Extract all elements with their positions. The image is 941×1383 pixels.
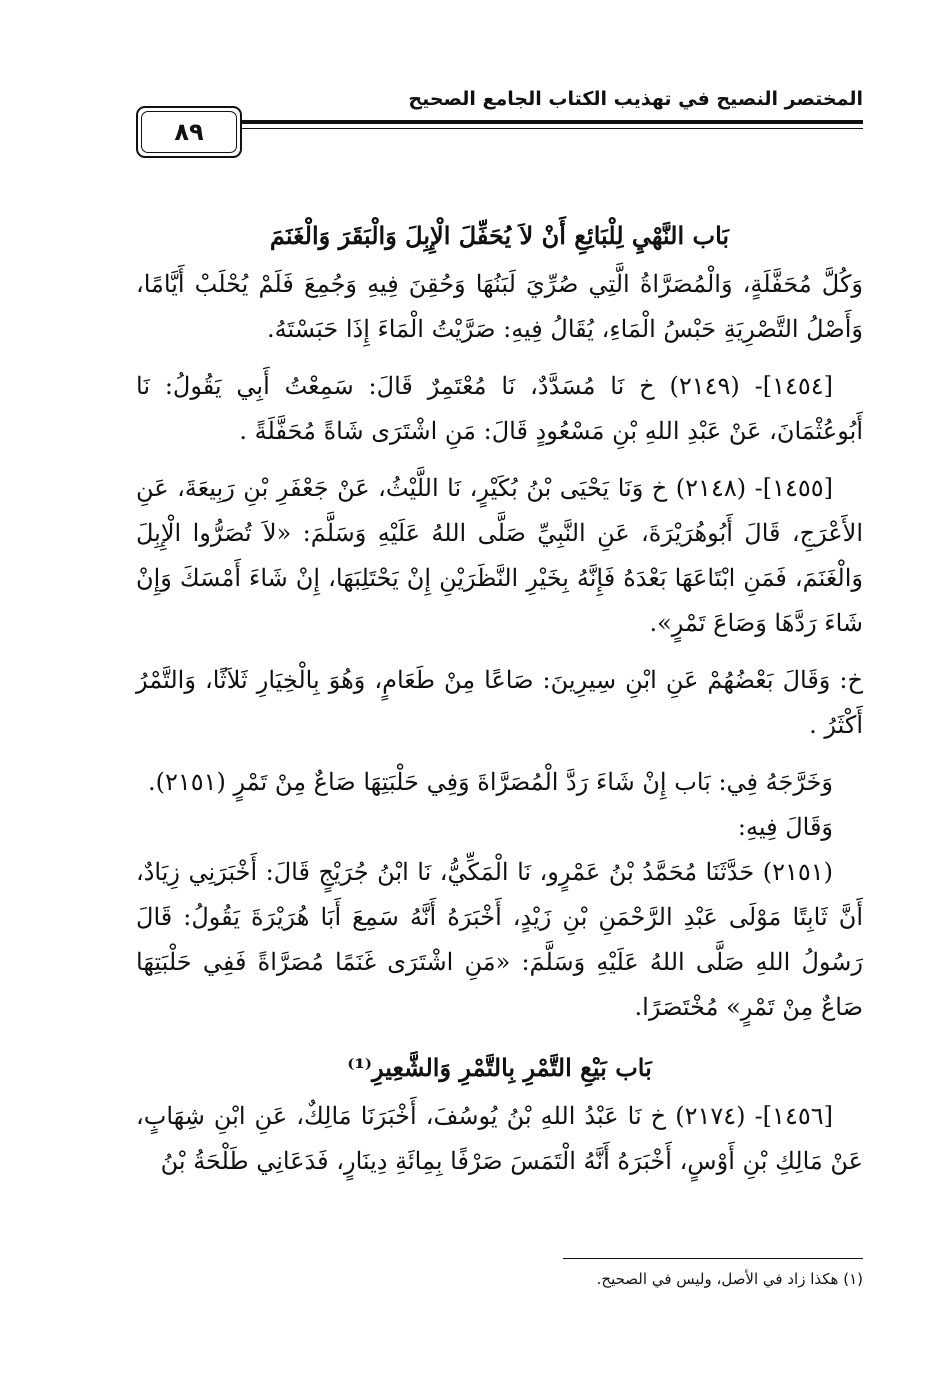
hadith-1454: [١٤٥٤]- (٢١٤٩) خ نَا مُسَدَّدٌ، نَا مُعْتَمِرٌ قَالَ: سَمِعْتُ أَبِي يَقُولُ: نَا أَبُوعُثْمَانَ، عَنْ عَبْدِ اللهِ بْنِ مَسْعُودٍ قَالَ: مَنِ اشْتَرَى شَاةً مُحَفَّلَةً . [136, 372, 863, 445]
header-rule-thick [236, 120, 863, 124]
page-header [136, 86, 863, 160]
page-number-box [136, 106, 242, 158]
footnote: (١) هكذا زاد في الأصل، وليس في الصحيح. [596, 1270, 863, 1288]
chapter-heading-2: بَاب بَيْعِ التَّمْرِ بِالتَّمْرِ وَالشَّعِيرِ⁽¹⁾ [347, 1053, 652, 1082]
chapter-heading-1: بَاب النَّهْيِ لِلْبَائِعِ أَنْ لاَ يُحَفِّلَ الْإِبِلَ وَالْبَقَرَ وَالْغَنَمَ [269, 221, 730, 250]
paragraph: وَكُلَّ مُحَفَّلَةٍ، وَالْمُصَرَّاةُ الَّتِي صُرِّيَ لَبَنُهَا وَحُقِنَ فِيهِ وَجُمِعَ فَلَمْ يُحْلَبْ أَيَّامًا، وَأَصْلُ التَّصْرِيَةِ حَبْسُ الْمَاءِ، يُقَالُ فِيهِ: صَرَّيْتُ الْمَاءَ إِذَا حَبَسْتَهُ. [136, 270, 863, 343]
book-title: المختصر النصيح في تهذيب الكتاب الجامع الصحيح [408, 88, 863, 110]
header-rule-thin [236, 128, 863, 129]
hadith-1456: [١٤٥٦]- (٢١٧٤) خ نَا عَبْدُ اللهِ بْنُ يُوسُفَ، أَخْبَرَنَا مَالِكٌ، عَنِ ابْنِ شِهَابٍ، عَنْ مَالِكِ بْنِ أَوْسٍ، أَخْبَرَهُ أَنَّهُ الْتَمَسَ صَرْفًا بِمِائَةِ دِينَارٍ، فَدَعَانِي طَلْحَةُ بْنُ [136, 1102, 863, 1175]
paragraph: خ: وَقَالَ بَعْضُهُمْ عَنِ ابْنِ سِيرِينَ: صَاعًا مِنْ طَعَامٍ، وَهُوَ بِالْخِيَارِ ثَلاَثًا، وَالتَّمْرُ أَكْثَرُ . [136, 666, 863, 739]
page-body [136, 210, 863, 1184]
paragraph: وَخَرَّجَهُ فِي: بَاب إِنْ شَاءَ رَدَّ الْمُصَرَّاةَ وَفِي حَلْبَتِهَا صَاعٌ مِنْ تَمْرٍ (٢١٥١). [147, 768, 833, 796]
footnote-divider [563, 1258, 863, 1259]
page-number: ٨٩ [174, 118, 204, 146]
hadith-2151: (٢١٥١) حَدَّثَنَا مُحَمَّدُ بْنُ عَمْرٍو، نَا الْمَكِّيُّ، نَا ابْنُ جُرَيْجٍ قَالَ: أَخْبَرَنِي زِيَادٌ، أَنَّ ثَابِتًا مَوْلَى عَبْدِ الرَّحْمَنِ بْنِ زَيْدٍ، أَخْبَرَهُ أَنَّهُ سَمِعَ أَبَا هُرَيْرَةَ يَقُولُ: قَالَ رَسُولُ اللهِ صَلَّى اللهُ عَلَيْهِ وَسَلَّمَ: «مَنِ اشْتَرَى غَنَمًا مُصَرَّاةً فَفِي حَلْبَتِهَا صَاعٌ مِنْ تَمْرٍ» مُخْتَصَرًا. [136, 858, 863, 1021]
paragraph: وَقَالَ فِيهِ: [737, 813, 833, 841]
hadith-1455: [١٤٥٥]- (٢١٤٨) خ وَنَا يَحْيَى بْنُ بُكَيْرٍ، نَا اللَّيْثُ، عَنْ جَعْفَرِ بْنِ رَبِيعَةَ، عَنِ الأَعْرَجِ، قَالَ أَبُوهُرَيْرَةَ، عَنِ النَّبِيِّ صَلَّى اللهُ عَلَيْهِ وَسَلَّمَ: «لاَ تُصَرُّوا الْإِبِلَ وَالْغَنَمَ، فَمَنِ ابْتَاعَهَا بَعْدَهُ فَإِنَّهُ بِخَيْرِ النَّظَرَيْنِ إِنْ يَحْتَلِبَهَا، إِنْ شَاءَ أَمْسَكَ وَإِنْ شَاءَ رَدَّهَا وَصَاعَ تَمْرٍ». [136, 474, 863, 637]
